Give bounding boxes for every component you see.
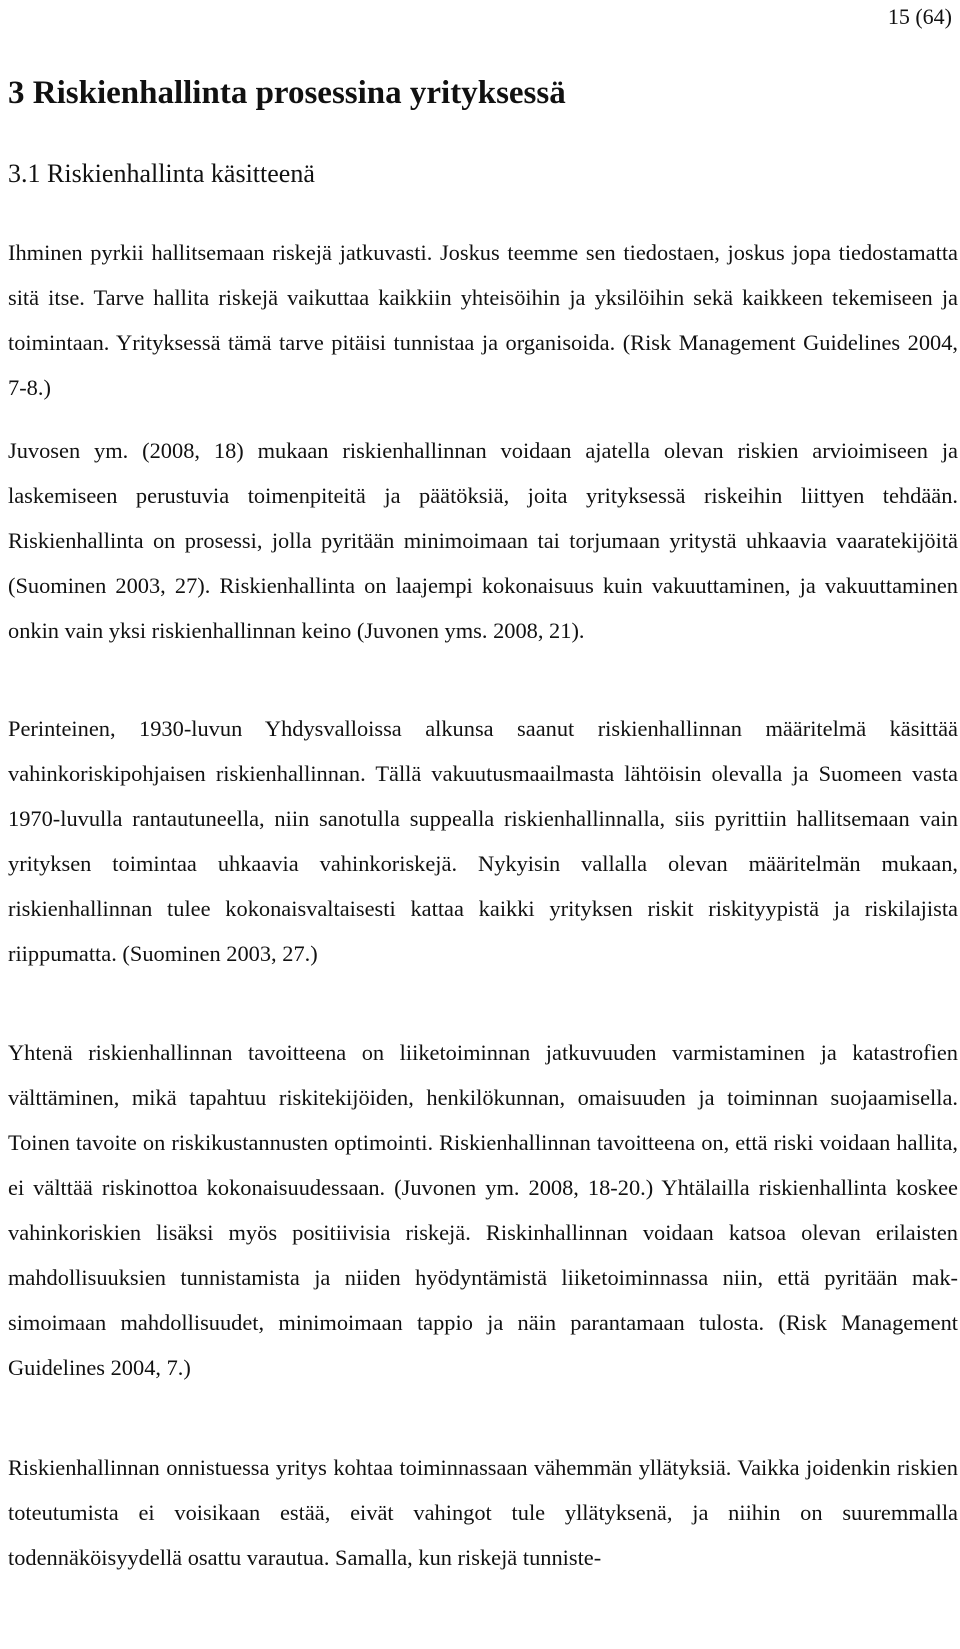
section-heading: 3.1 Riskienhallinta käsitteenä bbox=[8, 159, 315, 188]
body-paragraph: Perinteinen, 1930-luvun Yhdysvalloissa alkunsa saanut riskienhallinnan määritelmä käsittää vahinkoriskipohjaisen riskienhallinnan. Tällä vakuutusmaailmasta lähtöisin olevalla ja Suomeen vasta 1970-luvulla rantautuneella, niin sanotulla suppealla riskienhallinnalla, siis pyrittiin hallitsemaan vain yrityksen toimintaa uhkaavia vahinkoriskejä. Nykyisin vallalla olevan määritelmän mukaan, riskienhallinnan tulee kokonaisvaltaisesti kattaa kaikki yrityksen riskit riskityypistä ja riskilajista riippumatta. (Suominen 2003, 27.) bbox=[8, 716, 958, 966]
page-number: 15 (64) bbox=[887, 4, 952, 29]
chapter-heading: 3 Riskienhallinta prosessina yrityksessä bbox=[8, 75, 566, 111]
body-paragraph: Ihminen pyrkii hallitsemaan riskejä jatkuvasti. Joskus teemme sen tiedostaen, joskus jopa tiedostamatta sitä itse. Tarve hallita riskejä vaikuttaa kaikkiin yhteisöihin ja yksilöihin sekä kaikkeen tekemiseen ja toimintaan. Yrityksessä tämä tarve pitäisi tunnistaa ja organisoida. (Risk Management Guidelines 2004, 7-8.) bbox=[8, 240, 958, 400]
body-paragraph: Riskienhallinnan onnistuessa yritys kohtaa toiminnassaan vähemmän yllätyksiä. Vaikka joidenkin riskien toteutumista ei voisikaan estää, eivät vahingot tule yllätyksenä, ja niihin on suuremmalla todennäköisyydellä osattu varautua. Samalla, kun riskejä tunniste- bbox=[8, 1455, 958, 1570]
body-paragraph: Yhtenä riskienhallinnan tavoitteena on liiketoiminnan jatkuvuuden varmistaminen ja katastrofien välttäminen, mikä tapahtuu riskitekijöiden, henkilökunnan, omaisuuden ja toiminnan suojaamisella. Toinen tavoite on riskikustannusten optimointi. Riskienhallinnan tavoitteena on, että riski voidaan hallita, ei välttää riskinottoa kokonaisuudessaan. (Juvonen ym. 2008, 18-20.) Yhtälailla riskienhallinta koskee vahinkoriskien lisäksi myös positiivisia riskejä. Riskinhallinnan voidaan katsoa olevan erilaisten mahdollisuuksien tunnistamista ja niiden hyödyntämistä liiketoiminnassa niin, että pyritään maksimoimaan mahdollisuudet, minimoimaan tappio ja näin parantamaan tulosta. (Risk Management Guidelines 2004, 7.) bbox=[8, 1040, 958, 1380]
body-paragraph: Juvosen ym. (2008, 18) mukaan riskienhallinnan voidaan ajatella olevan riskien arvioimiseen ja laskemiseen perustuvia toimenpiteitä ja päätöksiä, joita yrityksessä riskeihin liittyen tehdään. Riskienhallinta on prosessi, jolla pyritään minimoimaan tai torjumaan yritystä uhkaavia vaaratekijöitä (Suominen 2003, 27). Riskienhallinta on laajempi kokonaisuus kuin vakuuttaminen, ja vakuuttaminen onkin vain yksi riskienhallinnan keino (Juvonen yms. 2008, 21). bbox=[8, 438, 958, 643]
